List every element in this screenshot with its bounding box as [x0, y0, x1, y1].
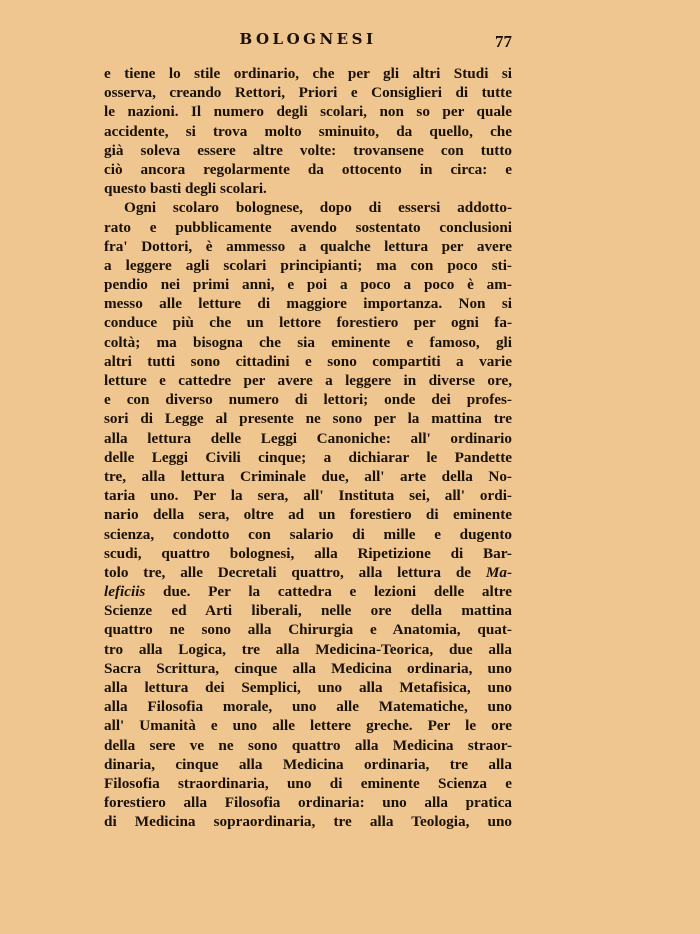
text-line: accidente, si trova molto sminuito, da quello, che	[104, 122, 512, 140]
text-line: scienza, condotto con salario di mille e dugento	[104, 525, 512, 543]
text-line: e tiene lo stile ordinario, che per gli altri Studi si	[104, 65, 512, 82]
text-line: altri tutti sono cittadini e sono compartiti a varie	[104, 352, 512, 370]
text-line: scudi, quattro bolognesi, alla Ripetizione di Bar-	[104, 544, 512, 562]
text-line: questo basti degli scolari.	[104, 180, 267, 198]
italic-term: Ma-	[485, 563, 512, 581]
text-line: all' Umanità e uno alle lettere greche. Per le ore	[104, 717, 512, 735]
text-line: Sacra Scrittura, cinque alla Medicina ordinaria, uno	[104, 659, 512, 677]
text-line: Filosofia straordinaria, uno di eminente Scienza e	[104, 774, 512, 792]
body-text	[104, 64, 512, 832]
text-line: coltà; ma bisogna che sia eminente e famoso, gli	[104, 333, 512, 351]
text-line: delle Leggi Civili cinque; a dichiarar le Pandette	[104, 448, 512, 466]
text-line: dinaria, cinque alla Medicina ordinaria, tre alla	[104, 755, 512, 773]
text-line: le nazioni. Il numero degli scolari, non so per quale	[104, 103, 512, 121]
text-line: tre, alla lettura Criminale due, all' arte della No-	[104, 467, 512, 485]
page-number: 77	[495, 32, 512, 51]
text-line: osserva, creando Rettori, Priori e Consiglieri di tutte	[104, 84, 512, 102]
text-line: letture e cattedre per avere a leggere in diverse ore,	[104, 372, 512, 389]
text-line: forestiero alla Filosofia ordinaria: uno alla pratica	[104, 794, 512, 812]
text-line: conduce più che un lettore forestiero per ogni fa-	[104, 314, 512, 332]
text-line: messo alle letture di maggiore importanza. Non si	[104, 295, 512, 313]
text-line: leficiis due. Per la cattedra e lezioni delle altre	[104, 583, 512, 601]
text-line: tro alla Logica, tre alla Medicina-Teorica, due alla	[104, 640, 512, 658]
running-head	[104, 30, 512, 52]
text-line: sori di Legge al presente ne sono per la mattina tre	[104, 410, 512, 428]
text-line: alla lettura delle Leggi Canoniche: all' ordinario	[104, 429, 512, 447]
text-line: nario della sera, oltre ad un forestiero di eminente	[104, 506, 512, 524]
text-line: già soleva essere altre volte: trovansene con tutto	[104, 141, 512, 159]
text-line: della sere ve ne sono quattro alla Medicina straor-	[104, 736, 512, 754]
running-title: BOLOGNESI	[239, 30, 377, 48]
text-line: quattro ne sono alla Chirurgia e Anatomia, quat-	[104, 621, 512, 639]
text-line: di Medicina sopraordinaria, tre alla Teologia, uno	[104, 813, 512, 831]
text-line: a leggere agli scolari principianti; ma con poco sti-	[104, 256, 512, 274]
text-line: alla lettura dei Semplici, uno alla Metafisica, uno	[104, 679, 512, 696]
text-line: Scienze ed Arti liberali, nelle ore della mattina	[104, 602, 512, 620]
text-line: taria uno. Per la sera, all' Instituta sei, all' ordi-	[104, 487, 512, 505]
text-line: ciò ancora regolarmente da ottocento in circa: e	[104, 160, 512, 178]
text-line: fra' Dottori, è ammesso a qualche lettura per avere	[104, 237, 512, 255]
text-line: e con diverso numero di lettori; onde dei profes-	[104, 391, 512, 409]
text-line: tolo tre, alle Decretali quattro, alla lettura de Ma-	[104, 563, 512, 581]
italic-term: leficiis	[104, 583, 146, 601]
text-line: Ogni scolaro bolognese, dopo di essersi addotto-	[124, 199, 512, 217]
text-line: alla Filosofia morale, uno alle Matematiche, uno	[104, 698, 512, 716]
text-line: pendio nei primi anni, e poi a poco a poco è am-	[104, 276, 512, 294]
text-line: rato e pubblicamente avendo sostentato conclusioni	[104, 218, 512, 236]
